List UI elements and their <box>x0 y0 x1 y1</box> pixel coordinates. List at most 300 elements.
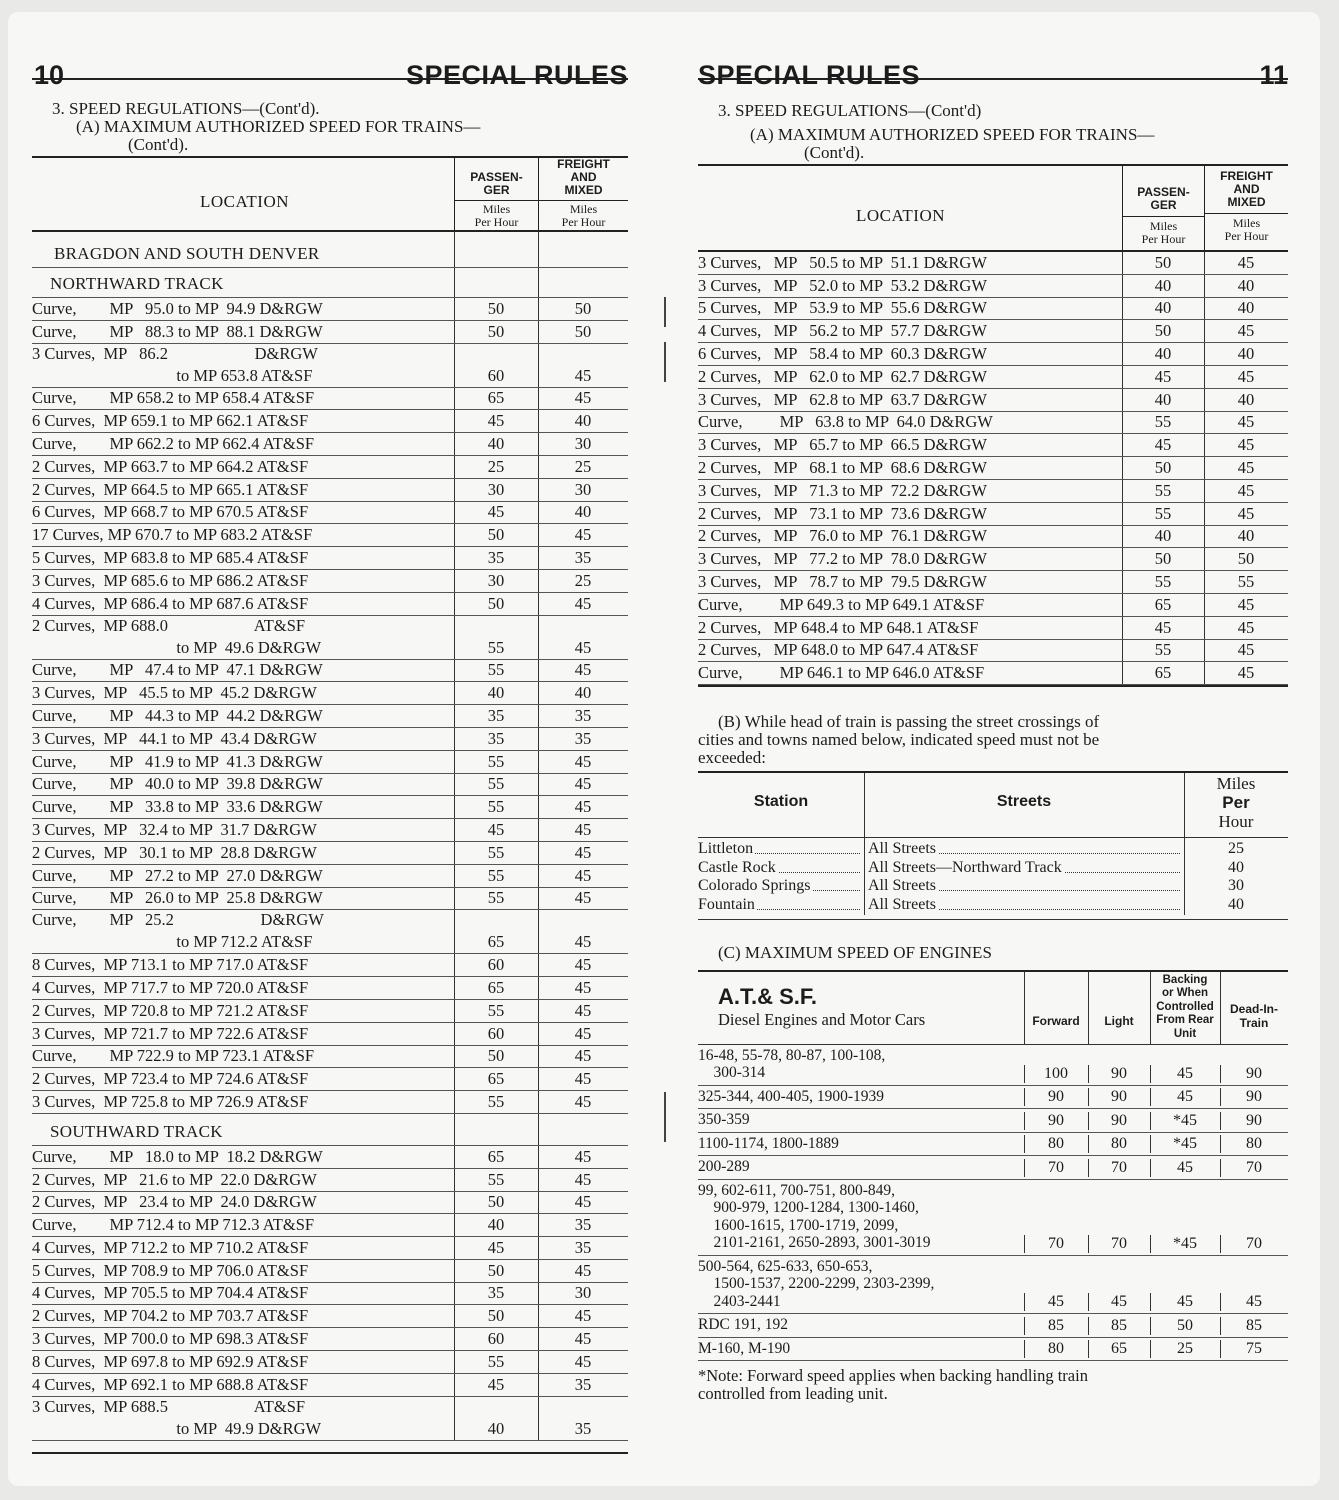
binding-mark <box>664 342 666 382</box>
row-location: 2 Curves, MP 21.6 to MP 22.0 D&RGW <box>32 1169 317 1189</box>
engine-dead-in-train: 90 <box>1246 1064 1262 1082</box>
row-passenger-speed: 55 <box>487 1091 505 1111</box>
row-location: 3 Curves, MP 62.8 to MP 63.7 D&RGW <box>698 389 987 409</box>
row-freight-speed: 35 <box>574 547 592 567</box>
row-freight-speed: 45 <box>574 819 592 839</box>
row-location: 2 Curves, MP 664.5 to MP 665.1 AT&SF <box>32 479 309 499</box>
row-passenger-speed: 45 <box>1154 435 1172 455</box>
street-station: Castle Rock <box>698 859 864 877</box>
table-row <box>698 640 1288 663</box>
col-freight: FREIGHT AND MIXED Miles Per Hour <box>538 158 628 230</box>
row-location: to MP 49.9 D&RGW <box>32 1418 322 1438</box>
engine-speed-title: (C) MAXIMUM SPEED OF ENGINES <box>718 942 992 962</box>
row-location: 4 Curves, MP 712.2 to MP 710.2 AT&SF <box>32 1237 309 1257</box>
table-row <box>32 433 628 456</box>
table-row <box>698 343 1288 366</box>
row-freight-speed: 40 <box>1237 526 1255 546</box>
section-subtitle-cont: (Cont'd). <box>128 135 189 154</box>
row-location: Curve, MP 649.3 to MP 649.1 AT&SF <box>698 594 985 614</box>
northward-title: NORTHWARD TRACK <box>32 268 628 298</box>
table-row <box>32 819 628 842</box>
row-freight-speed: 45 <box>574 797 592 817</box>
row-freight-speed: 35 <box>574 1215 592 1235</box>
row-freight-speed: 45 <box>1237 252 1255 272</box>
left-page-header <box>32 12 628 90</box>
row-passenger-speed: 50 <box>1154 549 1172 569</box>
row-passenger-speed: 50 <box>487 593 505 613</box>
row-passenger-speed: 35 <box>487 728 505 748</box>
row-passenger-speed: 50 <box>487 298 505 318</box>
table-row <box>32 705 628 728</box>
engine-row <box>698 1045 1288 1086</box>
engine-light: 70 <box>1111 1234 1127 1252</box>
row-freight-speed: 40 <box>1237 389 1255 409</box>
engine-backing: *45 <box>1173 1234 1197 1252</box>
row-location: to MP 712.2 AT&SF <box>32 932 313 952</box>
row-location: 4 Curves, MP 56.2 to MP 57.7 D&RGW <box>698 321 987 341</box>
row-freight-speed: 45 <box>574 637 592 657</box>
row-passenger-speed: 55 <box>487 637 505 657</box>
table-row <box>698 594 1288 617</box>
row-location: 6 Curves, MP 668.7 to MP 670.5 AT&SF <box>32 502 309 522</box>
row-passenger-speed: 55 <box>487 1000 505 1020</box>
row-passenger-speed: 55 <box>1154 480 1172 500</box>
table-row <box>32 298 628 321</box>
row-freight-speed: 45 <box>574 774 592 794</box>
table-row <box>698 434 1288 457</box>
row-freight-speed: 25 <box>574 456 592 476</box>
page-number: 10 <box>34 60 65 90</box>
engine-row <box>698 1338 1288 1362</box>
row-location: 2 Curves, MP 62.0 to MP 62.7 D&RGW <box>698 366 987 386</box>
table-row <box>698 548 1288 571</box>
row-passenger-speed: 50 <box>487 1046 505 1066</box>
street-table-header <box>698 773 1288 838</box>
engine-numbers: 500-564, 625-633, 650-653, 1500-1537, 2200-2299, 2303-2399, 2403-2441 <box>698 1257 935 1310</box>
table-row <box>32 388 628 411</box>
row-freight-speed: 45 <box>574 1091 592 1111</box>
row-passenger-speed: 50 <box>1154 321 1172 341</box>
row-location: 8 Curves, MP 713.1 to MP 717.0 AT&SF <box>32 955 309 975</box>
engine-row <box>698 1314 1288 1338</box>
row-passenger-speed: 55 <box>487 842 505 862</box>
row-passenger-speed: 60 <box>487 365 505 385</box>
engine-row <box>698 1156 1288 1180</box>
table-row <box>698 457 1288 480</box>
row-freight-speed: 40 <box>1237 275 1255 295</box>
row-freight-speed: 45 <box>1237 617 1255 637</box>
engine-numbers: 350-359 <box>698 1111 750 1129</box>
col-passenger: PASSEN- GER Miles Per Hour <box>454 158 538 230</box>
row-location: Curve, MP 63.8 to MP 64.0 D&RGW <box>698 412 993 432</box>
engine-backing: *45 <box>1173 1111 1197 1129</box>
row-freight-speed: 25 <box>574 570 592 590</box>
engine-row <box>698 1180 1288 1256</box>
row-location: Curve, MP 33.8 to MP 33.6 D&RGW <box>32 797 323 817</box>
row-location: Curve, MP 722.9 to MP 723.1 AT&SF <box>32 1046 315 1066</box>
row-freight-speed: 45 <box>574 1329 592 1349</box>
row-freight-speed: 45 <box>574 955 592 975</box>
table-row <box>32 502 628 525</box>
table-row <box>32 1351 628 1374</box>
row-freight-speed: 40 <box>1237 298 1255 318</box>
row-location: Curve, MP 27.2 to MP 27.0 D&RGW <box>32 865 323 885</box>
table-row <box>698 617 1288 640</box>
engine-light: 45 <box>1111 1293 1127 1311</box>
row-passenger-speed: 30 <box>487 570 505 590</box>
row-location: to MP 49.6 D&RGW <box>32 637 322 657</box>
engine-numbers: M-160, M-190 <box>698 1339 791 1357</box>
engine-dead-in-train: 45 <box>1246 1293 1262 1311</box>
row-location: 3 Curves, MP 78.7 to MP 79.5 D&RGW <box>698 571 987 591</box>
row-freight-speed: 45 <box>1237 480 1255 500</box>
southward-rows <box>32 1146 628 1441</box>
engine-forward: 70 <box>1048 1234 1064 1252</box>
row-passenger-speed: 45 <box>487 819 505 839</box>
binding-mark <box>664 1092 666 1142</box>
row-passenger-speed: 60 <box>487 1329 505 1349</box>
table-row <box>32 321 628 344</box>
engine-backing: 45 <box>1177 1293 1193 1311</box>
row-location: 3 Curves, MP 725.8 to MP 726.9 AT&SF <box>32 1091 309 1111</box>
row-freight-speed: 45 <box>574 865 592 885</box>
row-location: 3 Curves, MP 700.0 to MP 698.3 AT&SF <box>32 1329 309 1349</box>
engine-dead-in-train: 75 <box>1246 1340 1262 1358</box>
street-row <box>698 859 1288 878</box>
row-location: 4 Curves, MP 705.5 to MP 704.4 AT&SF <box>32 1283 309 1303</box>
street-row <box>698 877 1288 896</box>
row-passenger-speed: 50 <box>487 321 505 341</box>
table-row <box>32 660 628 683</box>
row-location: 5 Curves, MP 53.9 to MP 55.6 D&RGW <box>698 298 987 318</box>
engine-dead-in-train: 90 <box>1246 1111 1262 1129</box>
row-passenger-speed: 25 <box>487 456 505 476</box>
row-location: 2 Curves, MP 76.0 to MP 76.1 D&RGW <box>698 526 987 546</box>
row-location: Curve, MP 40.0 to MP 39.8 D&RGW <box>32 774 323 794</box>
row-location: 4 Curves, MP 686.4 to MP 687.6 AT&SF <box>32 593 309 613</box>
col-backing: Backing or When Controlled From Rear Unit <box>1156 973 1214 1040</box>
engine-dead-in-train: 70 <box>1246 1234 1262 1252</box>
row-passenger-speed: 40 <box>1154 389 1172 409</box>
row-passenger-speed: 50 <box>1154 252 1172 272</box>
row-location: Curve, MP 44.3 to MP 44.2 D&RGW <box>32 705 323 725</box>
table-row <box>32 1260 628 1283</box>
engine-light: 85 <box>1111 1316 1127 1334</box>
engine-subtitle: Diesel Engines and Motor Cars <box>718 1009 926 1029</box>
street-crossing-note: (B) While head of train is passing the street crossings of cities and towns named below, indicated speed must not be exceeded: <box>698 712 1100 768</box>
table-row <box>32 910 628 954</box>
table-row <box>32 344 628 388</box>
engine-numbers: 16-48, 55-78, 80-87, 100-108, 300-314 <box>698 1046 886 1082</box>
row-freight-speed: 30 <box>574 479 592 499</box>
table-row <box>698 252 1288 275</box>
table-row <box>32 1023 628 1046</box>
engine-forward: 90 <box>1048 1088 1064 1106</box>
table-row <box>32 682 628 705</box>
row-passenger-speed: 40 <box>487 433 505 453</box>
section-subtitle: (A) MAXIMUM AUTHORIZED SPEED FOR TRAINS— <box>76 117 481 136</box>
row-location: 2 Curves, MP 68.1 to MP 68.6 D&RGW <box>698 457 987 477</box>
table-row <box>32 1169 628 1192</box>
table-row <box>32 524 628 547</box>
row-passenger-speed: 55 <box>487 774 505 794</box>
table-row <box>32 888 628 911</box>
table-row <box>698 275 1288 298</box>
engine-numbers: 99, 602-611, 700-751, 800-849, 900-979, 1200-1284, 1300-1460, 1600-1615, 1700-1719, 2099, 2101-2161, 2650-2893, 3001-3019 <box>698 1181 931 1252</box>
table-row <box>698 480 1288 503</box>
row-location-line1: 3 Curves, MP 86.2 D&RGW <box>32 343 318 363</box>
row-location: Curve, MP 658.2 to MP 658.4 AT&SF <box>32 388 315 408</box>
row-freight-speed: 45 <box>574 1146 592 1166</box>
row-freight-speed: 55 <box>1237 571 1255 591</box>
table-row <box>32 954 628 977</box>
engine-forward: 90 <box>1048 1111 1064 1129</box>
col-freight: FREIGHT AND MIXED Miles Per Hour <box>1204 166 1288 250</box>
row-location: 8 Curves, MP 697.8 to MP 692.9 AT&SF <box>32 1351 309 1371</box>
row-freight-speed: 40 <box>574 502 592 522</box>
row-passenger-speed: 55 <box>487 1351 505 1371</box>
street-mph: 30 <box>1228 877 1244 895</box>
southward-title: SOUTHWARD TRACK <box>32 1114 628 1146</box>
engine-light: 70 <box>1111 1158 1127 1176</box>
engine-backing: 45 <box>1177 1158 1193 1176</box>
row-passenger-speed: 40 <box>487 1418 505 1438</box>
row-passenger-speed: 40 <box>1154 298 1172 318</box>
row-passenger-speed: 35 <box>487 1283 505 1303</box>
row-passenger-speed: 45 <box>1154 617 1172 637</box>
engine-forward: 85 <box>1048 1316 1064 1334</box>
row-freight-speed: 45 <box>574 751 592 771</box>
row-location: Curve, MP 18.0 to MP 18.2 D&RGW <box>32 1146 323 1166</box>
row-freight-speed: 45 <box>574 365 592 385</box>
subdivision-title: BRAGDON AND SOUTH DENVER <box>32 232 628 268</box>
row-location: 4 Curves, MP 692.1 to MP 688.8 AT&SF <box>32 1374 309 1394</box>
row-passenger-speed: 50 <box>487 1192 505 1212</box>
left-column-header <box>32 156 628 232</box>
row-passenger-speed: 40 <box>1154 343 1172 363</box>
row-location: 2 Curves, MP 73.1 to MP 73.6 D&RGW <box>698 503 987 523</box>
table-row <box>698 571 1288 594</box>
engine-table-header <box>698 970 1288 1045</box>
right-page <box>660 12 1320 1486</box>
table-row <box>32 547 628 570</box>
col-forward: Forward <box>1032 1013 1080 1028</box>
row-freight-speed: 45 <box>574 1306 592 1326</box>
row-passenger-speed: 50 <box>1154 457 1172 477</box>
row-location: 3 Curves, MP 65.7 to MP 66.5 D&RGW <box>698 435 987 455</box>
row-location: 6 Curves, MP 659.1 to MP 662.1 AT&SF <box>32 411 309 431</box>
row-passenger-speed: 35 <box>487 547 505 567</box>
engine-forward: 80 <box>1048 1135 1064 1153</box>
row-freight-speed: 50 <box>1237 549 1255 569</box>
row-passenger-speed: 65 <box>487 977 505 997</box>
row-freight-speed: 45 <box>574 1000 592 1020</box>
row-passenger-speed: 55 <box>1154 412 1172 432</box>
street-rows <box>698 838 1288 914</box>
row-location: 2 Curves, MP 663.7 to MP 664.2 AT&SF <box>32 456 309 476</box>
street-streets: All Streets <box>868 840 1184 858</box>
row-freight-speed: 45 <box>574 977 592 997</box>
row-passenger-speed: 65 <box>487 1069 505 1089</box>
row-passenger-speed: 50 <box>487 525 505 545</box>
table-row <box>32 1397 628 1441</box>
row-location: 17 Curves, MP 670.7 to MP 683.2 AT&SF <box>32 525 313 545</box>
row-freight-speed: 45 <box>1237 321 1255 341</box>
table-row <box>32 456 628 479</box>
row-location: 2 Curves, MP 648.0 to MP 647.4 AT&SF <box>698 640 979 660</box>
engine-backing: 25 <box>1177 1340 1193 1358</box>
engine-rows <box>698 1045 1288 1362</box>
right-page-header <box>698 12 1288 90</box>
col-light: Light <box>1104 1013 1134 1028</box>
row-passenger-speed: 65 <box>1154 594 1172 614</box>
row-freight-speed: 45 <box>574 388 592 408</box>
row-location: to MP 653.8 AT&SF <box>32 365 313 385</box>
row-location: Curve, MP 95.0 to MP 94.9 D&RGW <box>32 298 323 318</box>
row-freight-speed: 45 <box>574 593 592 613</box>
engine-light: 90 <box>1111 1088 1127 1106</box>
engine-note: *Note: Forward speed applies when backing handling train controlled from leading unit. <box>698 1366 1088 1404</box>
table-row <box>32 1305 628 1328</box>
row-passenger-speed: 65 <box>1154 663 1172 683</box>
row-passenger-speed: 40 <box>1154 275 1172 295</box>
engine-light: 80 <box>1111 1135 1127 1153</box>
street-streets: All Streets <box>868 896 1184 914</box>
engine-light: 65 <box>1111 1340 1127 1358</box>
table-row <box>32 774 628 797</box>
row-freight-speed: 45 <box>574 842 592 862</box>
table-row <box>32 570 628 593</box>
table-row <box>698 366 1288 389</box>
row-passenger-speed: 45 <box>487 411 505 431</box>
right-rows <box>698 252 1288 685</box>
row-passenger-speed: 40 <box>1154 526 1172 546</box>
col-mph: Miles Per Hour <box>1216 774 1256 832</box>
row-location: 4 Curves, MP 717.7 to MP 720.0 AT&SF <box>32 977 309 997</box>
table-row <box>32 593 628 616</box>
row-location: 2 Curves, MP 648.4 to MP 648.1 AT&SF <box>698 617 979 637</box>
row-freight-speed: 45 <box>574 1192 592 1212</box>
engine-forward: 80 <box>1048 1340 1064 1358</box>
engine-light: 90 <box>1111 1064 1127 1082</box>
table-row <box>698 526 1288 549</box>
row-freight-speed: 45 <box>1237 412 1255 432</box>
row-location: 2 Curves, MP 720.8 to MP 721.2 AT&SF <box>32 1000 309 1020</box>
row-passenger-speed: 60 <box>487 1023 505 1043</box>
row-location: 3 Curves, MP 685.6 to MP 686.2 AT&SF <box>32 570 309 590</box>
row-freight-speed: 35 <box>574 1418 592 1438</box>
row-location: 5 Curves, MP 683.8 to MP 685.4 AT&SF <box>32 547 309 567</box>
engine-numbers: 1100-1174, 1800-1889 <box>698 1134 839 1152</box>
row-passenger-speed: 55 <box>1154 640 1172 660</box>
engine-light: 90 <box>1111 1111 1127 1129</box>
row-freight-speed: 45 <box>1237 663 1255 683</box>
row-freight-speed: 45 <box>574 888 592 908</box>
row-freight-speed: 40 <box>574 411 592 431</box>
row-passenger-speed: 55 <box>487 751 505 771</box>
row-passenger-speed: 55 <box>487 1169 505 1189</box>
engine-dead-in-train: 80 <box>1246 1135 1262 1153</box>
row-freight-speed: 30 <box>574 433 592 453</box>
right-page-content <box>698 12 1288 1403</box>
row-location: Curve, MP 41.9 to MP 41.3 D&RGW <box>32 751 323 771</box>
row-location: 2 Curves, MP 704.2 to MP 703.7 AT&SF <box>32 1306 309 1326</box>
row-location: Curve, MP 662.2 to MP 662.4 AT&SF <box>32 433 315 453</box>
table-row <box>32 1000 628 1023</box>
street-row <box>698 896 1288 915</box>
row-location: 2 Curves, MP 723.4 to MP 724.6 AT&SF <box>32 1069 309 1089</box>
row-passenger-speed: 50 <box>487 1306 505 1326</box>
row-location-line1: Curve, MP 25.2 D&RGW <box>32 910 324 930</box>
engine-forward: 100 <box>1044 1064 1068 1082</box>
left-page-content <box>32 12 628 1441</box>
engine-row <box>698 1256 1288 1315</box>
street-streets: All Streets—Northward Track <box>868 859 1184 877</box>
street-mph: 40 <box>1228 895 1244 913</box>
table-row <box>32 796 628 819</box>
row-location: Curve, MP 47.4 to MP 47.1 D&RGW <box>32 660 323 680</box>
left-page <box>8 12 660 1486</box>
row-freight-speed: 40 <box>574 683 592 703</box>
row-location: Curve, MP 646.1 to MP 646.0 AT&SF <box>698 663 985 683</box>
row-freight-speed: 30 <box>574 1283 592 1303</box>
table-row <box>32 1283 628 1306</box>
table-row <box>32 479 628 502</box>
engine-row <box>698 1109 1288 1133</box>
table-row <box>32 1374 628 1397</box>
row-freight-speed: 40 <box>1237 343 1255 363</box>
table-row <box>32 616 628 660</box>
row-passenger-speed: 65 <box>487 388 505 408</box>
engine-forward: 45 <box>1048 1293 1064 1311</box>
table-row <box>32 1046 628 1069</box>
engine-forward: 70 <box>1048 1158 1064 1176</box>
street-speed-table <box>698 771 1288 914</box>
table-row <box>32 1237 628 1260</box>
table-row <box>32 1068 628 1091</box>
table-row <box>32 1192 628 1215</box>
row-location: Curve, MP 712.4 to MP 712.3 AT&SF <box>32 1215 315 1235</box>
col-location: LOCATION <box>200 192 289 211</box>
engine-dead-in-train: 70 <box>1246 1158 1262 1176</box>
engine-backing: 45 <box>1177 1088 1193 1106</box>
row-passenger-speed: 55 <box>1154 503 1172 523</box>
row-passenger-speed: 55 <box>487 888 505 908</box>
left-speed-table <box>32 232 628 1441</box>
row-location: 6 Curves, MP 58.4 to MP 60.3 D&RGW <box>698 343 987 363</box>
table-row <box>698 503 1288 526</box>
row-freight-speed: 45 <box>574 525 592 545</box>
row-freight-speed: 45 <box>574 1046 592 1066</box>
col-station: Station <box>753 793 809 811</box>
row-location: 3 Curves, MP 71.3 to MP 72.2 D&RGW <box>698 480 987 500</box>
row-passenger-speed: 50 <box>487 1260 505 1280</box>
engine-row <box>698 1133 1288 1157</box>
row-passenger-speed: 40 <box>487 683 505 703</box>
row-location: 2 Curves, MP 23.4 to MP 24.0 D&RGW <box>32 1192 317 1212</box>
street-station: Fountain <box>698 896 864 914</box>
engine-backing: 45 <box>1177 1064 1193 1082</box>
table-row <box>32 977 628 1000</box>
section-title: 3. SPEED REGULATIONS—(Cont'd). <box>52 99 320 118</box>
page-number: 11 <box>1259 60 1288 90</box>
row-location: Curve, MP 88.3 to MP 88.1 D&RGW <box>32 321 323 341</box>
row-freight-speed: 35 <box>574 1374 592 1394</box>
row-location: 3 Curves, MP 32.4 to MP 31.7 D&RGW <box>32 819 317 839</box>
table-row <box>32 728 628 751</box>
row-freight-speed: 45 <box>574 932 592 952</box>
row-location: 3 Curves, MP 45.5 to MP 45.2 D&RGW <box>32 683 317 703</box>
